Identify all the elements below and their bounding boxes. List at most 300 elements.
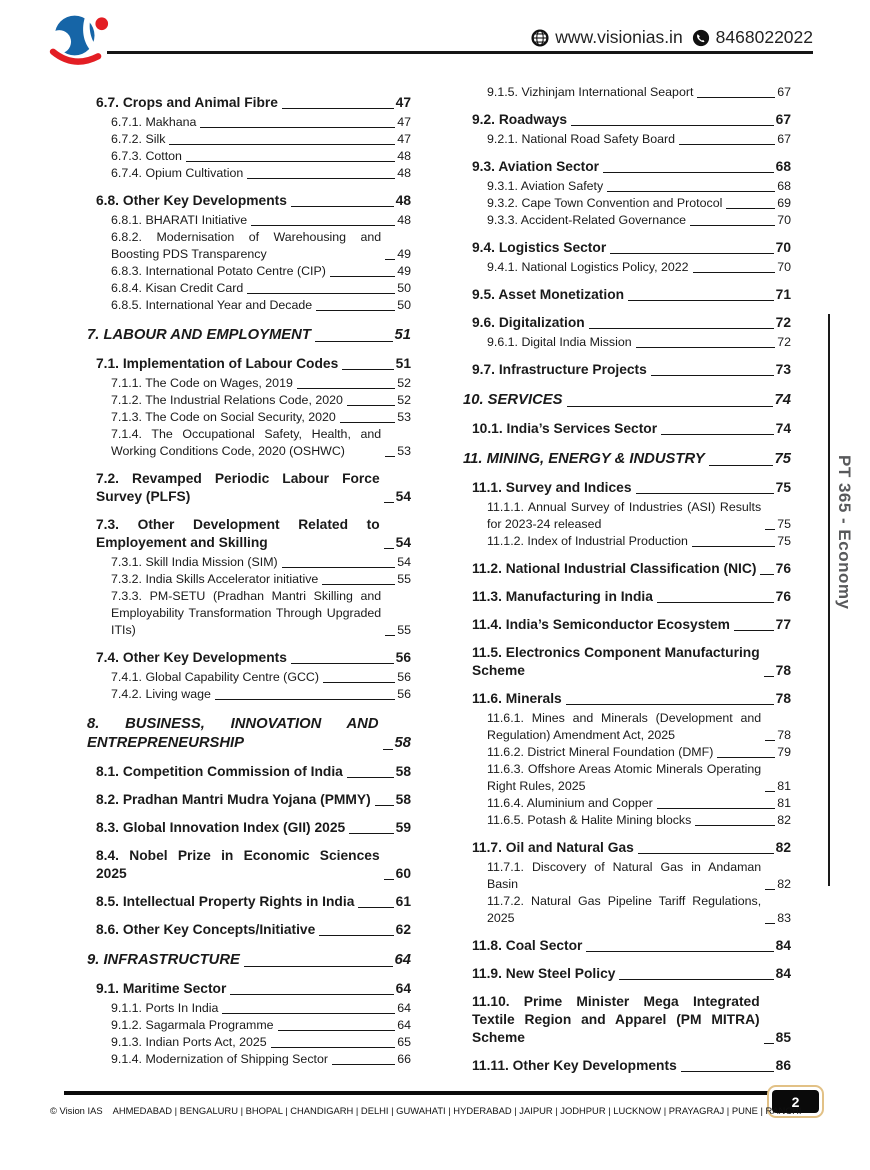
toc-entry[interactable] <box>463 84 791 101</box>
toc-leader-line <box>385 259 395 260</box>
toc-leader-line <box>567 406 773 407</box>
toc-entry[interactable] <box>87 1034 411 1051</box>
toc-leader-line <box>251 225 395 226</box>
toc-page-number: 59 <box>395 820 411 835</box>
toc-page-number: 67 <box>777 132 791 146</box>
toc-entry-title: 6.8. Other Key Developments <box>96 193 287 208</box>
toc-leader-line <box>169 144 395 145</box>
toc-entry[interactable] <box>87 847 411 883</box>
toc-entry-title: 11.6.1. Mines and Minerals (Development and Regulation) Amendment Act, 2025 <box>487 711 762 742</box>
toc-entry-title: 11.6.5. Potash & Halite Mining blocks <box>487 813 692 827</box>
toc-entry-title: 6.8.4. Kisan Credit Card <box>111 281 244 295</box>
toc-entry[interactable] <box>87 791 411 809</box>
toc-entry-title: 11.10. Prime Minister Mega Integrated Textile Region and Apparel (PM MITRA) Scheme <box>472 994 760 1045</box>
toc-entry[interactable] <box>463 812 791 829</box>
toc-leader-line <box>384 548 394 549</box>
toc-page-number: 78 <box>775 691 791 706</box>
toc-leader-line <box>230 994 393 995</box>
toc-page-number: 69 <box>777 196 791 210</box>
toc-entry-title: 10.1. India’s Services Sector <box>472 421 658 436</box>
toc-page-number: 62 <box>395 922 411 937</box>
toc-entry[interactable] <box>87 1000 411 1017</box>
toc-entry[interactable] <box>463 839 791 857</box>
toc-leader-line <box>726 208 775 209</box>
toc-entry[interactable] <box>463 644 791 680</box>
toc-entry[interactable] <box>87 715 411 753</box>
phone-group <box>692 27 813 48</box>
toc-page-number: 52 <box>397 376 411 390</box>
toc-page-number: 64 <box>397 1018 411 1032</box>
toc-page-number: 75 <box>777 534 791 548</box>
toc-leader-line <box>690 225 775 226</box>
toc-entry-title: 9.3. Aviation Sector <box>472 159 600 174</box>
toc-entry[interactable] <box>463 937 791 955</box>
toc-leader-line <box>200 127 395 128</box>
toc-entry-title: 9.6. Digitalization <box>472 315 585 330</box>
toc-page-number: 72 <box>775 315 791 330</box>
toc-entry-title: 7.3.3. PM-SETU (Pradhan Mantri Skilling and Employability Transformation Through Upgraded ITIs) <box>111 589 382 637</box>
toc-entry-title: 7.3.2. India Skills Accelerator initiative <box>111 572 319 586</box>
toc-leader-line <box>323 682 395 683</box>
toc-page-number: 56 <box>397 670 411 684</box>
toc-entry[interactable] <box>87 229 411 263</box>
toc-leader-line <box>278 1030 396 1031</box>
toc-entry-title: 9.5. Asset Monetization <box>472 287 625 302</box>
toc-entry[interactable] <box>87 148 411 165</box>
toc-entry[interactable] <box>87 649 411 667</box>
toc-page-number: 50 <box>397 281 411 295</box>
toc-entry-title: 8. BUSINESS, INNOVATION AND ENTREPRENEURSHIP <box>87 716 379 751</box>
toc-leader-line <box>282 108 394 109</box>
toc-entry-title: 9.1.4. Modernization of Shipping Sector <box>111 1052 328 1066</box>
toc-page-number: 48 <box>397 213 411 227</box>
toc-leader-line <box>316 310 395 311</box>
toc-entry[interactable] <box>463 178 791 195</box>
toc-leader-line <box>765 889 775 890</box>
toc-page-number: 70 <box>777 213 791 227</box>
toc-leader-line <box>765 791 775 792</box>
toc-leader-line <box>638 853 774 854</box>
toc-entry[interactable] <box>463 479 791 497</box>
toc-entry[interactable] <box>87 263 411 280</box>
toc-entry-title: 8.2. Pradhan Mantri Mudra Yojana (PMMY) <box>96 792 371 807</box>
toc-entry-title: 11.7. Oil and Natural Gas <box>472 840 634 855</box>
toc-leader-line <box>215 699 395 700</box>
toc-entry[interactable] <box>87 426 411 460</box>
toc-page-number: 50 <box>397 298 411 312</box>
toc-entry[interactable] <box>463 710 791 744</box>
toc-page-number: 56 <box>397 687 411 701</box>
toc-leader-line <box>734 630 774 631</box>
toc-entry[interactable] <box>87 355 411 373</box>
toc-leader-line <box>717 757 775 758</box>
toc-leader-line <box>342 369 393 370</box>
sidebar-edition-label: PT 365 - Economy <box>835 455 854 610</box>
toc-entry[interactable] <box>87 980 411 998</box>
toc-entry-title: 7. LABOUR AND EMPLOYMENT <box>87 327 311 343</box>
toc-leader-line <box>610 253 773 254</box>
toc-entry[interactable] <box>463 195 791 212</box>
toc-entry[interactable] <box>463 616 791 634</box>
toc-entry[interactable] <box>87 326 411 345</box>
toc-entry-title: 11.1. Survey and Indices <box>472 480 632 495</box>
toc-entry-title: 6.8.2. Modernisation of Warehousing and Boosting PDS Transparency <box>111 230 382 261</box>
footer-cities: AHMEDABAD | BENGALURU | BHOPAL | CHANDIGARH | DELHI | GUWAHATI | HYDERABAD | JAIPUR | JODHPUR | LUCKNOW | PRAYAGRAJ | PUNE | RANCHI <box>112 1105 802 1116</box>
toc-entry-title: 8.6. Other Key Concepts/Initiative <box>96 922 316 937</box>
toc-entry[interactable] <box>463 690 791 708</box>
toc-page-number: 49 <box>397 247 411 261</box>
toc-page-number: 58 <box>394 735 411 751</box>
toc-entry[interactable] <box>463 859 791 893</box>
toc-page-number: 84 <box>775 966 791 981</box>
toc-entry-title: 7.1. Implementation of Labour Codes <box>96 356 339 371</box>
toc-leader-line <box>697 97 775 98</box>
toc-leader-line <box>603 172 774 173</box>
toc-entry-title: 9.3.1. Aviation Safety <box>487 179 604 193</box>
toc-leader-line <box>657 602 774 603</box>
toc-leader-line <box>619 979 773 980</box>
toc-page-number: 76 <box>775 589 791 604</box>
toc-page-number: 48 <box>395 193 411 208</box>
toc-page-number: 82 <box>777 877 791 891</box>
toc-page-number: 60 <box>395 866 411 881</box>
toc-entry-title: 11.11. Other Key Developments <box>472 1058 677 1073</box>
toc-leader-line <box>385 456 395 457</box>
toc-leader-line <box>589 328 774 329</box>
toc-entry[interactable] <box>463 893 791 927</box>
toc-entry[interactable] <box>87 554 411 571</box>
toc-entry[interactable] <box>463 259 791 276</box>
toc-entry[interactable] <box>87 669 411 686</box>
toc-leader-line <box>384 879 394 880</box>
toc-entry-title: 9.1. Maritime Sector <box>96 981 227 996</box>
toc-page-number: 66 <box>397 1052 411 1066</box>
toc-page-number: 64 <box>397 1001 411 1015</box>
toc-entry[interactable] <box>87 951 411 970</box>
toc-entry[interactable] <box>87 588 411 639</box>
toc-page-number: 81 <box>777 796 791 810</box>
toc-entry-title: 9.2.1. National Road Safety Board <box>487 132 676 146</box>
toc-entry[interactable] <box>463 588 791 606</box>
toc-entry[interactable] <box>463 391 791 410</box>
toc-leader-line <box>383 749 393 750</box>
toc-leader-line <box>222 1013 395 1014</box>
toc-leader-line <box>247 293 395 294</box>
toc-entry[interactable] <box>87 392 411 409</box>
toc-entry[interactable] <box>87 114 411 131</box>
toc-entry-title: 9.3.3. Accident-Related Governance <box>487 213 687 227</box>
toc-entry-title: 11.8. Coal Sector <box>472 938 583 953</box>
toc-entry-title: 11.1.2. Index of Industrial Production <box>487 534 688 548</box>
toc-entry[interactable] <box>87 409 411 426</box>
toc-entry-title: 8.1. Competition Commission of India <box>96 764 343 779</box>
toc-entry[interactable] <box>463 239 791 257</box>
toc-leader-line <box>679 144 775 145</box>
toc-page-number: 54 <box>395 535 411 550</box>
toc-page-number: 76 <box>775 561 791 576</box>
toc-leader-line <box>340 422 395 423</box>
toc-entry-title: 6.8.3. International Potato Centre (CIP) <box>111 264 326 278</box>
toc-leader-line <box>765 740 775 741</box>
toc-entry-title: 6.7. Crops and Animal Fibre <box>96 95 278 110</box>
toc-entry[interactable] <box>87 212 411 229</box>
toc-entry[interactable] <box>463 450 791 469</box>
toc-column-right <box>463 84 791 1077</box>
toc-page-number: 79 <box>777 745 791 759</box>
toc-leader-line <box>349 833 393 834</box>
toc-leader-line <box>692 546 775 547</box>
toc-page-number: 72 <box>777 335 791 349</box>
toc-entry[interactable] <box>463 314 791 332</box>
toc-entry[interactable] <box>87 893 411 911</box>
toc-entry-title: 7.1.3. The Code on Social Security, 2020 <box>111 410 336 424</box>
toc-entry[interactable] <box>463 131 791 148</box>
toc-entry-title: 7.4.2. Living wage <box>111 687 211 701</box>
toc-entry-title: 11.6. Minerals <box>472 691 562 706</box>
toc-entry[interactable] <box>87 131 411 148</box>
toc-entry[interactable] <box>87 192 411 210</box>
toc-entry[interactable] <box>87 375 411 392</box>
toc-entry[interactable] <box>87 819 411 837</box>
toc-page-number: 54 <box>395 489 411 504</box>
toc-entry[interactable] <box>463 361 791 379</box>
toc-entry[interactable] <box>87 921 411 939</box>
toc-entry-title: 9.1.1. Ports In India <box>111 1001 219 1015</box>
toc-entry-title: 8.4. Nobel Prize in Economic Sciences 2025 <box>96 848 380 881</box>
toc-leader-line <box>347 405 395 406</box>
toc-entry-title: 7.1.1. The Code on Wages, 2019 <box>111 376 293 390</box>
toc-page-number: 81 <box>777 779 791 793</box>
toc-page-number: 55 <box>397 572 411 586</box>
toc-entry[interactable] <box>87 280 411 297</box>
toc-entry[interactable] <box>463 212 791 229</box>
toc-entry[interactable] <box>87 571 411 588</box>
toc-entry[interactable] <box>87 1051 411 1068</box>
toc-page-number: 47 <box>397 132 411 146</box>
toc-entry-title: 6.7.2. Silk <box>111 132 166 146</box>
toc-entry[interactable] <box>87 165 411 182</box>
toc-entry-title: 7.2. Revamped Periodic Labour Force Survey (PLFS) <box>96 471 380 504</box>
toc-leader-line <box>765 923 775 924</box>
toc-entry-title: 11.9. New Steel Policy <box>472 966 616 981</box>
toc-page-number: 77 <box>775 617 791 632</box>
toc-entry[interactable] <box>463 560 791 578</box>
toc-page-number: 71 <box>775 287 791 302</box>
toc-entry-title: 9.2. Roadways <box>472 112 568 127</box>
toc-entry[interactable] <box>463 795 791 812</box>
toc-page-number: 54 <box>397 555 411 569</box>
toc-page-number: 70 <box>777 260 791 274</box>
toc-leader-line <box>247 178 395 179</box>
toc-entry[interactable] <box>463 761 791 795</box>
toc-page-number: 48 <box>397 166 411 180</box>
toc-entry-title: 6.7.3. Cotton <box>111 149 182 163</box>
toc-page-number: 75 <box>777 517 791 531</box>
header-divider <box>107 51 813 54</box>
toc-entry[interactable] <box>463 111 791 129</box>
toc-page-number: 74 <box>774 392 791 408</box>
toc-leader-line <box>764 1043 774 1044</box>
toc-entry[interactable] <box>87 1017 411 1034</box>
toc-page-number: 74 <box>775 421 791 436</box>
toc-leader-line <box>657 808 775 809</box>
toc-page-number: 64 <box>394 952 411 968</box>
header-contact <box>531 27 813 48</box>
toc-page-number: 49 <box>397 264 411 278</box>
toc-leader-line <box>322 584 395 585</box>
toc-leader-line <box>628 300 774 301</box>
toc-entry-title: 8.5. Intellectual Property Rights in India <box>96 894 355 909</box>
toc-page-number: 47 <box>395 95 411 110</box>
toc-entry-title: 9.1.2. Sagarmala Programme <box>111 1018 274 1032</box>
toc-page-number: 56 <box>395 650 411 665</box>
toc-page-number: 51 <box>394 327 411 343</box>
toc-entry-title: 7.3.1. Skill India Mission (SIM) <box>111 555 278 569</box>
toc-leader-line <box>186 161 395 162</box>
toc-page-number: 84 <box>775 938 791 953</box>
toc-leader-line <box>651 375 774 376</box>
toc-entry-title: 11.2. National Industrial Classification (NIC) <box>472 561 757 576</box>
toc-leader-line <box>358 907 393 908</box>
toc-page-number: 68 <box>775 159 791 174</box>
toc-entry[interactable] <box>87 297 411 314</box>
footer-text <box>50 1105 802 1116</box>
toc-leader-line <box>760 574 773 575</box>
toc-page-number: 52 <box>397 393 411 407</box>
toc-leader-line <box>244 966 393 967</box>
toc-page-number: 75 <box>774 451 791 467</box>
toc-entry-title: 11. MINING, ENERGY & INDUSTRY <box>463 451 705 467</box>
toc-leader-line <box>385 635 395 636</box>
toc-page-number: 58 <box>395 792 411 807</box>
toc-entry[interactable] <box>463 533 791 550</box>
toc-page-number: 53 <box>397 410 411 424</box>
toc-entry-title: 9.1.5. Vizhinjam International Seaport <box>487 85 694 99</box>
toc-entry[interactable] <box>463 1057 791 1075</box>
toc-leader-line <box>571 125 774 126</box>
toc-page-number: 86 <box>775 1058 791 1073</box>
toc-entry-title: 7.4.1. Global Capability Centre (GCC) <box>111 670 319 684</box>
toc-leader-line <box>681 1071 774 1072</box>
toc-entry[interactable] <box>463 334 791 351</box>
toc-leader-line <box>282 567 396 568</box>
toc-entry-title: 8.3. Global Innovation Index (GII) 2025 <box>96 820 346 835</box>
toc-leader-line <box>709 465 773 466</box>
toc-entry-title: 9.3.2. Cape Town Convention and Protocol <box>487 196 723 210</box>
toc-entry-title: 6.7.4. Opium Cultivation <box>111 166 244 180</box>
toc-entry[interactable] <box>463 965 791 983</box>
toc-page-number: 53 <box>397 444 411 458</box>
toc-entry-title: 11.5. Electronics Component Manufacturing Scheme <box>472 645 760 678</box>
phone-text: 8468022022 <box>715 27 813 47</box>
toc-entry-title: 7.1.2. The Industrial Relations Code, 2020 <box>111 393 343 407</box>
toc-page-number: 82 <box>777 813 791 827</box>
toc-entry-title: 7.1.4. The Occupational Safety, Health, and Working Conditions Code, 2020 (OSHWC) <box>111 427 382 458</box>
toc-page-number: 78 <box>777 728 791 742</box>
footer-divider <box>64 1091 771 1095</box>
toc-entry-title: 6.7.1. Makhana <box>111 115 197 129</box>
toc-entry[interactable] <box>87 686 411 703</box>
toc-entry[interactable] <box>463 420 791 438</box>
copyright-text: © Vision IAS <box>50 1105 103 1116</box>
toc-column-left <box>87 84 411 1068</box>
toc-leader-line <box>607 191 775 192</box>
website-group <box>531 27 682 48</box>
toc-entry-title: 9. INFRASTRUCTURE <box>87 952 240 968</box>
toc-leader-line <box>586 951 773 952</box>
visionias-logo <box>44 12 136 68</box>
toc-entry-title: 11.6.2. District Mineral Foundation (DMF) <box>487 745 714 759</box>
toc-entry[interactable] <box>87 763 411 781</box>
toc-entry[interactable] <box>87 94 411 112</box>
toc-page-number: 73 <box>775 362 791 377</box>
phone-icon <box>692 29 710 47</box>
toc-leader-line <box>764 676 774 677</box>
toc-entry-title: 7.4. Other Key Developments <box>96 650 287 665</box>
toc-entry-title: 9.6.1. Digital India Mission <box>487 335 632 349</box>
toc-leader-line <box>693 272 776 273</box>
toc-entry-title: 9.4. Logistics Sector <box>472 240 607 255</box>
toc-page-number: 82 <box>775 840 791 855</box>
toc-entry[interactable] <box>87 470 411 506</box>
toc-entry-title: 7.3. Other Development Related to Employement and Skilling <box>96 517 380 550</box>
toc-entry-title: 11.3. Manufacturing in India <box>472 589 653 604</box>
toc-entry-title: 10. SERVICES <box>463 392 563 408</box>
toc-page-number: 48 <box>397 149 411 163</box>
toc-leader-line <box>384 502 394 503</box>
toc-entry-title: 9.4.1. National Logistics Policy, 2022 <box>487 260 689 274</box>
toc-page-number: 75 <box>775 480 791 495</box>
toc-entry-title: 11.4. India’s Semiconductor Ecosystem <box>472 617 730 632</box>
toc-leader-line <box>291 663 394 664</box>
page-number: 2 <box>772 1090 819 1113</box>
toc-page-number: 67 <box>775 112 791 127</box>
toc-page-number: 64 <box>395 981 411 996</box>
toc-entry-title: 11.7.2. Natural Gas Pipeline Tariff Regulations, 2025 <box>487 894 762 925</box>
globe-icon <box>531 29 549 47</box>
toc-leader-line <box>291 206 394 207</box>
sidebar-divider <box>828 314 830 886</box>
toc-entry[interactable] <box>87 516 411 552</box>
toc-page-number: 85 <box>775 1030 791 1045</box>
toc-entry[interactable] <box>463 499 791 533</box>
toc-leader-line <box>315 341 393 342</box>
toc-page-number: 65 <box>397 1035 411 1049</box>
toc-leader-line <box>695 825 775 826</box>
toc-leader-line <box>332 1064 395 1065</box>
toc-entry-title: 9.1.3. Indian Ports Act, 2025 <box>111 1035 267 1049</box>
toc-entry-title: 11.7.1. Discovery of Natural Gas in Andaman Basin <box>487 860 762 891</box>
toc-entry-title: 11.1.1. Annual Survey of Industries (ASI) Results for 2023-24 released <box>487 500 762 531</box>
toc-entry[interactable] <box>463 158 791 176</box>
toc-leader-line <box>636 493 774 494</box>
toc-page-number: 70 <box>775 240 791 255</box>
toc-entry-title: 11.6.4. Aluminium and Copper <box>487 796 653 810</box>
toc-leader-line <box>566 704 774 705</box>
toc-page-number: 78 <box>775 663 791 678</box>
toc-entry-title: 6.8.5. International Year and Decade <box>111 298 313 312</box>
toc-page-number: 58 <box>395 764 411 779</box>
toc-entry[interactable] <box>463 286 791 304</box>
toc-page-number: 67 <box>777 85 791 99</box>
toc-leader-line <box>347 777 394 778</box>
toc-entry[interactable] <box>463 744 791 761</box>
toc-entry-title: 6.8.1. BHARATI Initiative <box>111 213 248 227</box>
website-text[interactable]: www.visionias.in <box>555 27 683 47</box>
toc-entry[interactable] <box>463 993 791 1047</box>
toc-page-number: 55 <box>397 623 411 637</box>
toc-leader-line <box>661 434 774 435</box>
